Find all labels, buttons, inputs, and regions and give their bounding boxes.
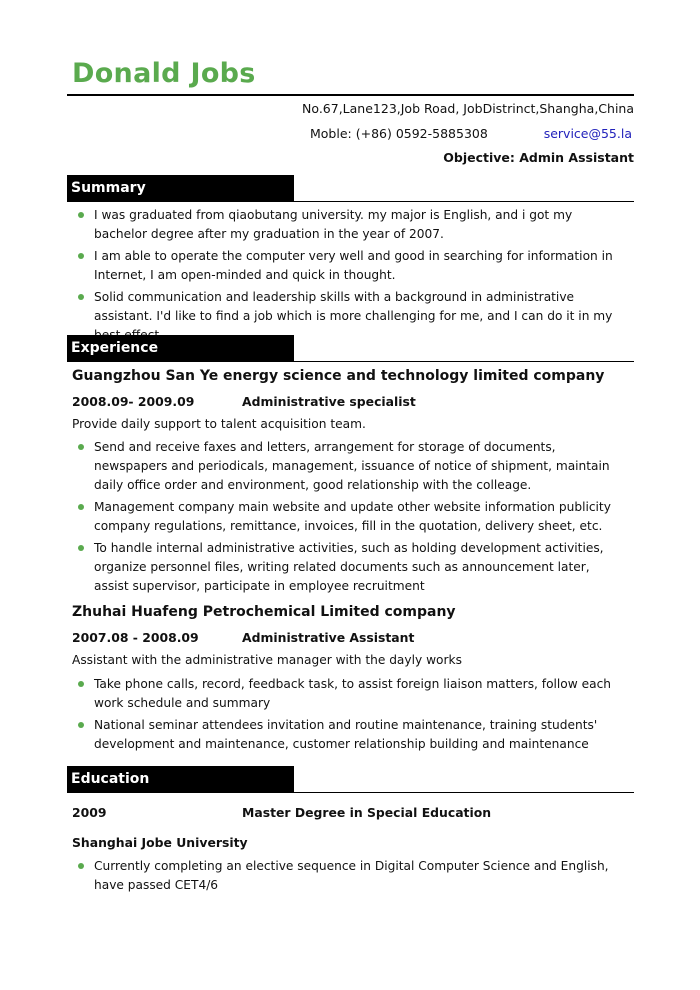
bullet-icon (78, 681, 84, 687)
bullet-icon (78, 253, 84, 259)
education-item-text: Currently completing an elective sequence in Digital Computer Science and English, have passed CET4/6 (94, 859, 609, 892)
graduation-year: 2009 (72, 805, 107, 820)
job-title: Administrative Assistant (242, 630, 415, 645)
summary-heading: Summary (71, 180, 146, 196)
job-title: Administrative specialist (242, 394, 416, 409)
section-rule (67, 201, 634, 202)
phone-number: Moble: (+86) 0592-5885308 (310, 126, 488, 141)
summary-item-text: Solid communication and leadership skills with a background in administrative assistant. I'd like to find a job which is more challenging for me, and I can do it in my (94, 290, 613, 323)
education-heading: Education (71, 771, 150, 787)
header-rule (67, 94, 634, 96)
list-item (67, 675, 634, 713)
email-link[interactable]: service@55.la (543, 126, 632, 141)
bullet-icon (78, 294, 84, 300)
list-item (67, 438, 634, 494)
duty-text: National seminar attendees invitation and routine maintenance, training students' development and maintenance, customer relationship building and maintenance (94, 718, 598, 751)
duty-text: Send and receive faxes and letters, arrangement for storage of documents, newspapers and periodicals, management, issuance of notice of shipment, maintain daily office order and environment, good relationship with the colleage. (94, 440, 610, 492)
section-rule (67, 792, 634, 793)
job-dates: 2007.08 - 2008.09 (72, 630, 199, 645)
list-item (67, 539, 634, 595)
degree: Master Degree in Special Education (242, 805, 492, 820)
list-item (67, 498, 634, 536)
duty-text: Take phone calls, record, feedback task, to assist foreign liaison matters, follow each work schedule and summary (94, 677, 612, 710)
bullet-icon (78, 863, 84, 869)
bullet-icon (78, 722, 84, 728)
list-item (67, 716, 634, 754)
job-description: Assistant with the administrative manager with the dayly works (72, 653, 462, 667)
address: No.67,Lane123,Job Road, JobDistrinct,Shangha,China (302, 101, 634, 116)
company-name: Zhuhai Huafeng Petrochemical Limited company (72, 604, 456, 620)
education-section-header (67, 766, 634, 792)
bullet-icon (78, 212, 84, 218)
experience-section-header (67, 335, 634, 361)
candidate-name: Donald Jobs (72, 58, 256, 89)
education-list (67, 857, 634, 898)
job-dates: 2008.09- 2009.09 (72, 394, 195, 409)
experience-heading: Experience (71, 340, 159, 356)
summary-item-text: I was graduated from qiaobutang university. my major is English, and i got my bachelor degree after my graduation in the year of 2007. (94, 208, 573, 241)
list-item (67, 206, 634, 244)
list-item (67, 247, 634, 285)
job-duties-list (67, 675, 634, 757)
summary-item-text: I am able to operate the computer very well and good in searching for information in Internet, I am open-minded and quick in thought. (94, 249, 613, 282)
duty-text: Management company main website and update other website information publicity company regulations, remittance, invoices, fill in the quotation, delivery sheet, etc. (94, 499, 611, 533)
company-name: Guangzhou San Ye energy science and technology limited company (72, 368, 605, 384)
bullet-icon (78, 545, 84, 551)
duty-text: To handle internal administrative activities, such as holding development activities, organize personnel files, writing related documents such as announcement later, assist supervisor, participate in employee recruitment (94, 540, 604, 593)
bullet-icon (78, 444, 84, 450)
school-name: Shanghai Jobe University (72, 835, 248, 850)
summary-section-header (67, 175, 634, 201)
summary-list (67, 206, 634, 348)
section-rule (67, 361, 634, 362)
job-duties-list (67, 438, 634, 599)
list-item (67, 857, 634, 895)
bullet-icon (78, 504, 84, 510)
job-description: Provide daily support to talent acquisition team. (72, 417, 366, 431)
objective: Objective: Admin Assistant (443, 150, 634, 165)
